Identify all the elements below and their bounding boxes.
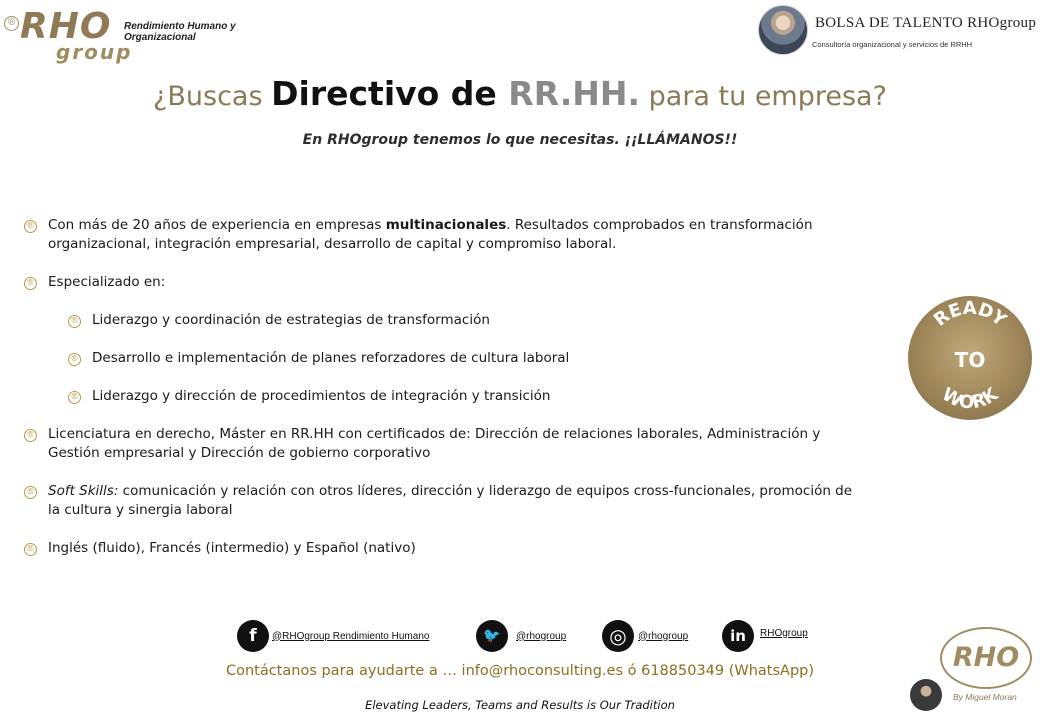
registered-mark-icon: ®	[4, 16, 19, 31]
facebook-link[interactable]	[237, 620, 429, 652]
footer-rho-logo: RHO	[940, 627, 1032, 689]
logo-rho-text: RHO	[20, 6, 112, 47]
bullet-icon: ®	[68, 315, 81, 328]
miguel-moran-avatar	[910, 679, 942, 711]
twitter-icon: 🐦	[476, 620, 508, 652]
badge-ready-text: READY	[930, 297, 1010, 331]
bullet-icon: ®	[24, 543, 37, 556]
bullet-icon: ®	[24, 277, 37, 290]
logo-tagline: Rendimiento Humano y Organizacional	[124, 21, 236, 43]
logo-group-text: group	[56, 40, 133, 64]
contact-line[interactable]: Contáctanos para ayudarte a … info@rhoconsulting.es ó 618850349 (WhatsApp)	[225, 663, 815, 679]
list-subitem-2: Desarrollo e implementación de planes reforzadores de cultura laboral	[92, 350, 570, 366]
headline-prefix: ¿Buscas	[153, 81, 272, 112]
headline-bold: Directivo de	[271, 74, 509, 113]
list-item-specialized: Especializado en:	[48, 274, 166, 290]
soft-skills-label: Soft Skills:	[48, 483, 119, 499]
bullet-icon: ®	[24, 429, 37, 442]
list-item-degree	[48, 425, 868, 463]
linkedin-icon: in	[722, 620, 754, 652]
list-item-languages: Inglés (fluido), Francés (intermedio) y Español (nativo)	[48, 540, 416, 556]
headline-rrhh: RR.HH.	[508, 74, 641, 113]
bullet-icon: ®	[68, 391, 81, 404]
experience-text: Con más de 20 años de experiencia en empresas	[48, 217, 386, 233]
bullet-icon: ®	[68, 353, 81, 366]
page-headline	[0, 74, 1040, 113]
page-subhead: En RHOgroup tenemos lo que necesitas. ¡¡LLÁMANOS!!	[302, 132, 738, 148]
instagram-handle[interactable]: @rhogroup	[638, 630, 689, 642]
twitter-handle[interactable]: @rhogroup	[516, 630, 567, 642]
instagram-link[interactable]	[602, 620, 688, 652]
linkedin-handle[interactable]: RHOgroup	[760, 627, 808, 639]
linkedin-link[interactable]	[722, 620, 808, 652]
experience-bold: multinacionales	[385, 217, 507, 233]
uncle-sam-avatar	[758, 5, 808, 55]
degree-text-line1: Licenciatura en derecho, Máster en RR.HH con certificados de: Dirección de relaciones laborales, Administración y	[48, 426, 821, 442]
soft-skills-text-line2: la cultura y sinergia laboral	[48, 502, 233, 518]
list-item-experience	[48, 216, 848, 254]
twitter-link[interactable]	[476, 620, 566, 652]
ready-to-work-badge	[908, 296, 1032, 420]
signature-text: By Miguel Moran	[953, 692, 1017, 702]
experience-text-line2: organizacional, integración empresarial, desarrollo de capital y compromiso laboral.	[48, 236, 617, 252]
list-subitem-3: Liderazgo y dirección de procedimientos de integración y transición	[92, 388, 551, 404]
rho-group-logo	[4, 6, 244, 64]
bullet-icon: ®	[24, 486, 37, 499]
degree-text-line2: Gestión empresarial y Dirección de gobierno corporativo	[48, 445, 431, 461]
talent-pool-subtitle: Consultoría organizacional y servicios de RRHH	[812, 40, 973, 49]
headline-suffix: para tu empresa?	[640, 81, 887, 112]
badge-to-text: TO	[954, 348, 986, 372]
experience-text-post: . Resultados comprobados en transformación	[506, 217, 813, 233]
tradition-tagline: Elevating Leaders, Teams and Results is Our Tradition	[365, 698, 675, 712]
facebook-handle[interactable]: @RHOgroup Rendimiento Humano	[272, 630, 430, 642]
badge-work-text: WORK	[938, 383, 1002, 414]
list-subitem-1: Liderazgo y coordinación de estrategias de transformación	[92, 312, 490, 328]
bullet-icon: ®	[24, 220, 37, 233]
talent-pool-title: BOLSA DE TALENTO RHOgroup	[815, 15, 1037, 31]
list-item-soft-skills	[48, 482, 878, 520]
instagram-icon: ◎	[602, 620, 634, 652]
soft-skills-text: comunicación y relación con otros líderes, dirección y liderazgo de equipos cross-funcionales, promoción de	[118, 483, 853, 499]
facebook-icon: f	[237, 620, 269, 652]
